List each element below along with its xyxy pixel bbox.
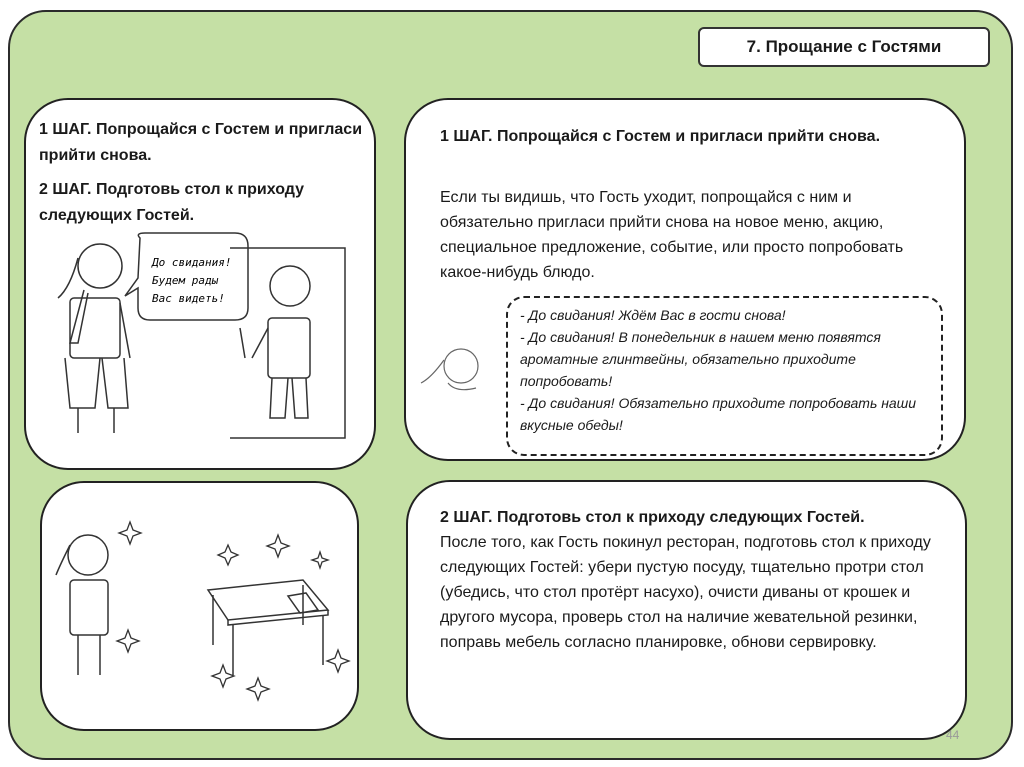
step1-heading: 1 ШАГ. Попрощайся с Гостем и пригласи прийти снова.: [440, 128, 881, 145]
bubble-line-3: Вас видеть!: [152, 292, 225, 305]
summary-step2: 2 ШАГ. Подготовь стол к приходу следующих Гостей.: [39, 181, 305, 224]
bubble-line-1: До свидания!: [152, 256, 232, 269]
waving-girl-illustration: [416, 338, 506, 398]
phrase-2: - До свидания! В понедельник в нашем меню появятся ароматные глинтвейны, обязательно приходите попробовать!: [520, 329, 881, 389]
step2-heading: 2 ШАГ. Подготовь стол к приходу следующих Гостей.: [440, 509, 865, 526]
phrase-1: - До свидания! Ждём Вас в гости снова!: [520, 307, 786, 323]
page-number: 44: [946, 728, 960, 742]
step1-text: Если ты видишь, что Гость уходит, попрощайся с ним и обязательно пригласи прийти снова на новое меню, акцию, специальное предложение, событие, или просто попробовать какое-нибудь блюдо.: [440, 189, 904, 281]
slide-title: 7. Прощание с Гостями: [698, 27, 990, 67]
farewell-illustration: [40, 228, 360, 453]
farewell-phrases-box: [506, 296, 943, 456]
clean-table-illustration: [48, 500, 353, 715]
summary-step1: 1 ШАГ. Попрощайся с Гостем и пригласи прийти снова.: [39, 121, 363, 164]
bubble-line-2: Будем рады: [152, 274, 219, 287]
phrase-3: - До свидания! Обязательно приходите попробовать наши вкусные обеды!: [520, 395, 917, 433]
step2-text: После того, как Гость покинул ресторан, подготовь стол к приходу следующих Гостей: убери пустую посуду, тщательно протри стол (убедись, что стол протёрт насухо), очисти диваны от крошек и другого мусора, проверь стол на наличие жевательной резинки, поправь мебель согласно планировке, обнови сервировку.: [440, 534, 931, 651]
